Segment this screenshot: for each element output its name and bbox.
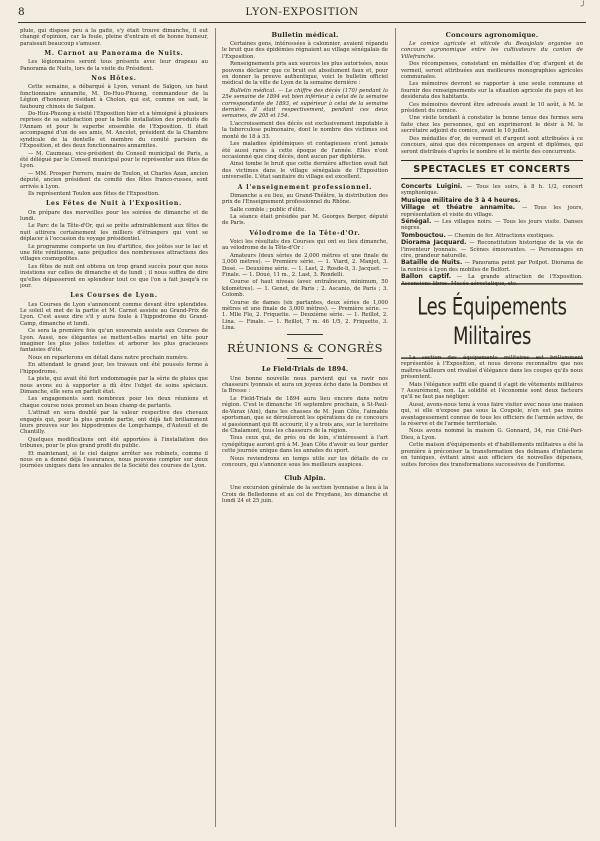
heading-field-trials: Le Field-Trials de 1894. — [261, 364, 349, 373]
courses-paragraph: La piste, qui avait été fort endommagée par la série de pluies que nous avons eu à supporter a dû être l'objet de soins spéciaux. Dimanche, elle sera en parfait état. — [20, 376, 208, 395]
spectacle-text: — La grande attraction de l'Exposition. Ascensions libres. Musée aérostatique, etc. — [401, 274, 583, 287]
field-paragraph: Nous reviendrons en temps utile sur les détails de ce concours, qui s'annonce sous les meilleurs auspices. — [222, 455, 388, 468]
spectacle-item — [401, 205, 583, 218]
concours-paragraph: Des médailles d'or, de vermeil et d'argent sont attribuées à ce concours, ainsi que des récompenses en argent et diplômes, qui seront distribués d'après le nombre et le mérite des concurrents. — [401, 135, 583, 155]
section-rule — [287, 334, 323, 335]
bulletin-paragraph: Ainsi tombe le bruit que cette dernière affection avait fait des victimes dans le village sénégalais de l'Exposition universelle. L'état sanitaire du village est excellent. — [222, 161, 388, 181]
carnot-paragraph: Les légionnaires seront tous présents avec leur drapeau au Panorama de Nuits, lors de la visite du Président. — [20, 59, 208, 72]
spectacle-item — [401, 240, 583, 259]
concours-paragraph: Les mémoires devront se rapporter à une seule commune et fournir des renseignements sur la situation agricole du pays et les desiderata des habitants. — [401, 81, 583, 101]
intro-paragraph: pluie, qui dispose peu à la gaité, s'y était trouvé dimanche, il eut changé d'opinion, car la foule, pleine d'entrain et de bonne humeur, paraissait beaucoup s'amuser. — [20, 28, 208, 47]
courses-paragraph: L'attrait en sera doublé par la valeur respective des chevaux engagés qui, pour la plus grande partie, ont déjà fait brillamment leurs preuves sur les hippodromes de Longchamps, d'Auteuil et de Chantilly. — [20, 410, 208, 436]
fetes-paragraph: Le Parc de la Tête-d'Or, qui se prête admirablement aux fêtes de nuit attirera certainement les milliers d'étrangers qui vont se déplacer à l'occasion du voyage présidentiel. — [20, 223, 208, 243]
courses-paragraph: Quelques modifications ont été apportées à l'installation des tribunes, pour le plus grand profit du public. — [20, 436, 208, 450]
spectacle-text: — Chemin de fer. Attractions exotiques. — [445, 232, 555, 239]
spectacle-name: Tombouctou. — [401, 231, 446, 239]
column-2 — [222, 28, 388, 833]
spectacle-text: — Les villages noirs. — Tous les jours visite. Danses nègres. — [401, 218, 583, 232]
equipements-paragraph: Aussi, avons-nous tenu à vous faire visiter avec nous une maison qui, si elle n'expose pas sous la Coupole, n'en est pas moins avantageusement connue de tous les officiers de l'armée active, de la réserve et de l'armée territoriale. — [401, 401, 583, 428]
equipements-paragraph: Cette maison d'équipements et d'habillements militaires a été la première à préconiser la transformation des dolmans d'infanterie en tuniques, évitant ainsi aux officiers de nouvelles dépenses, suites forcées des transformations successives de l'uniforme. — [401, 442, 583, 468]
heading-equipements-militaires: Les Équipements Militaires — [401, 283, 583, 359]
velodrome-paragraph: Voici les résultats des Courses qui ont eu lieu dimanche, au vélodrome de la Tête-d'Or : — [222, 238, 388, 252]
fetes-paragraph: Les fêtes de nuit ont obtenu un trop grand succès pour que nous insistions sur celles de dimanche et de lundi ; il nous suffira de dire qu'elles dépasseront en splendeur tout ce que l'on a fait jusqu'à ce jour. — [20, 263, 208, 290]
spectacle-name: Bataille de Nuits. — [401, 259, 463, 267]
hotes-paragraph: — M. Caumeau, vice-président du Conseil municipal de Paris, a été délégué par le Conseil municipal pour le représenter aux fêtes de Lyon. — [20, 150, 208, 170]
spectacle-text: — Tous les soirs, à 8 h. 1/2, concert symphonique. — [401, 183, 583, 197]
bulletin-paragraph: Bulletin médical. — Le chiffre des décès (170) pendant la 25e semaine de 1894 est bien inférieur à celui de la semaine correspondante de 1893, et supérieur à celui de la semaine dernière. Il était respectivement, pendant ces deux semaines, de 205 et 154. — [222, 87, 388, 120]
page-number: 8 — [18, 6, 26, 18]
bulletin-paragraph: Certaines gens, intéressées à calomnier, avaient répandu le bruit que des épidémies régnaient au village sénégalais de l'Exposition. — [222, 41, 388, 60]
spectacle-text: — Tous les jours, représentation et visite du village. — [401, 205, 583, 218]
alpin-paragraph: Une excursion générale de la section lyonnaise a lieu à la Croix de Belledonne et au col de Freydane, les dimanche et lundi 24 et 25 juin. — [222, 485, 388, 505]
heading-carnot: M. Carnot au Panorama de Nuits. — [44, 50, 184, 58]
page-header — [18, 6, 586, 26]
corner-mark-icon: ╯ — [580, 2, 586, 12]
courses-paragraph: Les Courses de Lyon s'annoncent comme devant être splendides. Le soleil et met de la partie et M. Carnot assiste au Grand-Prix de Lyon. C'est assez dire s'il y aura foule à l'hippodrome du Grand-Camp, dimanche et lundi. — [20, 301, 208, 327]
spectacle-text: — Reconstitution historique de la vie de l'inventeur lyonnais. — Scènes émouvantes. — Personnages en cire, grandeur naturelle. — [401, 240, 583, 259]
spectacle-item — [401, 219, 583, 232]
header-rule — [18, 22, 586, 23]
hotes-paragraph: Ils représentent Toulon aux fêtes de l'Exposition. — [28, 190, 160, 197]
heading-reunions-congres: RÉUNIONS & CONGRÈS — [227, 340, 383, 355]
courses-paragraph: En attendant le grand jour, les travaux ont été poussés ferme à l'hippodrome. — [20, 362, 208, 375]
column-divider-1 — [215, 28, 216, 827]
equipements-paragraph: Mais l'élégance suffit elle quand il s'agit de vêtements militaires ? Assurément, non. La solidité et l'économie sont deux facteurs qu'il ne faut pas négliger. — [401, 381, 583, 401]
heading-bulletin-medical: Bulletin médical. — [271, 31, 339, 39]
courses-paragraph: Nous en reparlerons en détail dans notre prochain numéro. — [28, 354, 189, 361]
spectacle-name: Village et théatre annamite. — [401, 204, 516, 212]
equipements-paragraph: La section des équipements militaires est brillamment représentée à l'Exposition, et nous devons reconnaître que nos maîtres-tailleurs ont rivalisé d'élégance dans les coupes qu'ils nous présentent. — [401, 355, 583, 381]
hotes-paragraph: Cette semaine, a débarqué à Lyon, venant de Saïgon, un haut fonctionnaire annamite, M. Do-Huu-Phuong, commandeur de la Légion d'honneur, résidant à Cholon, qui est, comme on sait, le faubourg chinois de Saïgon. — [20, 84, 208, 110]
concours-paragraph: Des récompenses, consistant en médailles d'or, d'argent et de vermeil, seront attribuées aux meilleures monographies agricoles communales. — [401, 61, 583, 81]
field-paragraph: Le Field-Trials de 1894 aura lieu encore dans notre région. C'est le dimanche 16 septembre prochain, à St-Paul-de-Varax (Ain), dans les chasses de M. Jean Côte, l'aimable sportsman, que se dérouleront les opérations de ce concours si passionnant qui fit accourir, il y a trois ans, sur le territoire de Chalamont, tous les chasseurs de la région. — [222, 395, 388, 434]
velodrome-paragraph: Course de dames (six partantes, deux séries de 1,000 mètres et une finale de 3,000 mètres). — Première série. — 1. Mlle Flo, 2. Friquette. — Deuxième série. — 1. Reillot, 2. Lina. — Finale. — 1. Reillot, 7 m. 46 1/5, 2. Friquette, 3. Lina. — [222, 299, 388, 332]
bulletin-paragraph: L'accroissement des décès est exclusivement imputable à la tuberculose pulmonaire, dont le nombre des victimes est monté de 18 à 33. — [222, 120, 388, 140]
publication-title: LYON-EXPOSITION — [245, 6, 359, 18]
spectacle-name: Diorama Jacquard. — [401, 239, 467, 247]
enseignement-paragraph: Salle comble ; public d'élite. — [230, 206, 307, 213]
heading-courses: Les Courses de Lyon. — [70, 292, 158, 300]
heading-enseignement: A l'enseignement professionnel. — [237, 183, 373, 191]
courses-paragraph: Et maintenant, si le ciel daigne arrêter ses robinets, comme il nous en a donné déjà l'assurance, nous pouvons compter sur deux journées uniques dans les annales de la Société des courses de Lyon. — [20, 450, 208, 470]
fetes-paragraph: Le programme comporte un feu d'artifice, des joûtes sur le lac et une fête vénitienne, sans préjudice des nombreuses attractions des villages cosmopolites. — [20, 243, 208, 263]
heading-hotes: Nos Hôtes. — [91, 75, 137, 83]
heading-velodrome: Vélodrome de la Tête-d'Or. — [249, 229, 361, 237]
velodrome-paragraph: Amateurs (deux séries de 2,000 mètres et une finale de 3,000 mètres). — Première série. — 1. Viard, 2. Manjot, 3. Dosé. — Deuxième série. — 1. Last, 2. Rosde-li, 3. Jacquet. — Finale. — 1. Doué, 11 m., 2. Last, 3. Rondelli. — [222, 252, 388, 278]
column-3 — [401, 28, 583, 833]
bulletin-paragraph: Les maladies épidémiques et contagieuses n'ont jamais été aussi rares à cette époque de l'année. Elles n'ont occasionné que cinq décès, dont aucun par diphtérie. — [222, 141, 388, 160]
concours-paragraph: Une visite tendant à constater la bonne tenue des fermes sera faite chez les personnes, qui en exprimeront le désir à M. le secrétaire adjoint du comice, avant le 10 juillet. — [401, 115, 583, 135]
heading-club-alpin: Club Alpin. — [284, 474, 326, 483]
enseignement-paragraph: Dimanche a eu lieu, au Grand-Théâtre, la distribution des prix de l'Enseignement professionnel du Rhône. — [222, 192, 388, 206]
heading-concours-agronomique: Concours agronomique. — [445, 31, 539, 39]
banner-spectacles-concerts: SPECTACLES ET CONCERTS — [401, 160, 583, 179]
field-paragraph: Une bonne nouvelle nous parvient qui va ravir nos chasseurs lyonnais et aura un joyeux écho dans la Dombes et la Bresse : — [222, 375, 388, 395]
column-1 — [20, 28, 208, 833]
hotes-paragraph: Do-Huu-Phuong a visité l'Exposition hier et a témoigné à plusieurs reprises de sa satisfaction pour la belle installation des produits de l'Annam et pour le superbe ensemble de l'Exposition. Il était accompagné d'un de ses amis, M. Ancelot, président de la Chambre syndicale de la dentelle et membre du comité parisien de l'Exposition, et des deux fonctionnaires annamites. — [20, 111, 208, 150]
hotes-paragraph: — MM. Prosper Ferrero, maire de Toulon, et Charles Azan, ancien député, ancien président du comité des fêtes franco-russes, sont arrivés à Lyon. — [20, 170, 208, 190]
spectacle-text: — Panorama peint par Poilpot. Diorama de la rentrée à Lyon des mobiles de Belfort. — [401, 260, 583, 273]
courses-paragraph: Ce sera la première fois qu'un souverain assiste aux Courses de Lyon. Aussi, nos élégantes se mettent-elles martel en tête pour imaginer les plus jolies toilettes et arborer les plus gracieuses fantaisies d'été. — [20, 328, 208, 354]
spectacle-name: Sénégal. — [401, 217, 432, 225]
courses-paragraph: Les engagements sont nombreux pour les deux réunions et chaque course nous promet un beau champ de partants. — [20, 396, 208, 409]
section-rule — [287, 358, 323, 359]
spectacle-name: Musique militaire de 3 à 4 heures. — [401, 196, 521, 204]
field-paragraph: Tous ceux qui, de près ou de loin, s'intéressent à l'art cynégétique auront gré à M. Jean Côte d'avoir su leur garder cette journée unique dans les annales du sport. — [222, 435, 388, 455]
fetes-paragraph: On prépare des merveilles pour les soirées de dimanche et de lundi. — [20, 209, 208, 222]
concours-paragraph: Ces mémoires devront être adressés avant le 10 août, à M. le président du comice. — [401, 101, 583, 115]
equipements-paragraph: Nous avons nommé la maison G. Gonnard, 34, rue Cité-Pari-Dieu, à Lyon. — [401, 428, 583, 441]
velodrome-paragraph: Course of haut niveau (avec entraîneurs, minimum, 50 kilomètres). — 1. Genet, de Paris ; 2. Ascanio, de Paris ; 3. Colomb. — [222, 279, 388, 299]
spectacle-name: Ballon captif. — [401, 273, 452, 281]
spectacles-list — [401, 184, 583, 287]
heading-fetes-nuit: Les Fêtes de Nuit à l'Exposition. — [45, 200, 183, 208]
bulletin-paragraph: Renseignements pris aux sources les plus autorisées, nous pouvons déclarer que ce bruit est absolument faux et, pour en donner la preuve authentique, voici le bulletin officiel médical de la ville de Lyon de la semaine dernière : — [222, 61, 388, 87]
column-divider-2 — [395, 28, 396, 827]
enseignement-paragraph: La séance était présidée par M. Georges Berger, député de Paris. — [222, 213, 388, 227]
spectacle-name: Concerts Luigini. — [401, 182, 463, 190]
spectacle-item — [401, 260, 583, 273]
concours-paragraph: Le comice agricole et viticole du Beaujolais organise un concours agronomique entre les cultivateurs du canton de Villefranche. — [401, 41, 583, 60]
spectacle-item — [401, 184, 583, 197]
